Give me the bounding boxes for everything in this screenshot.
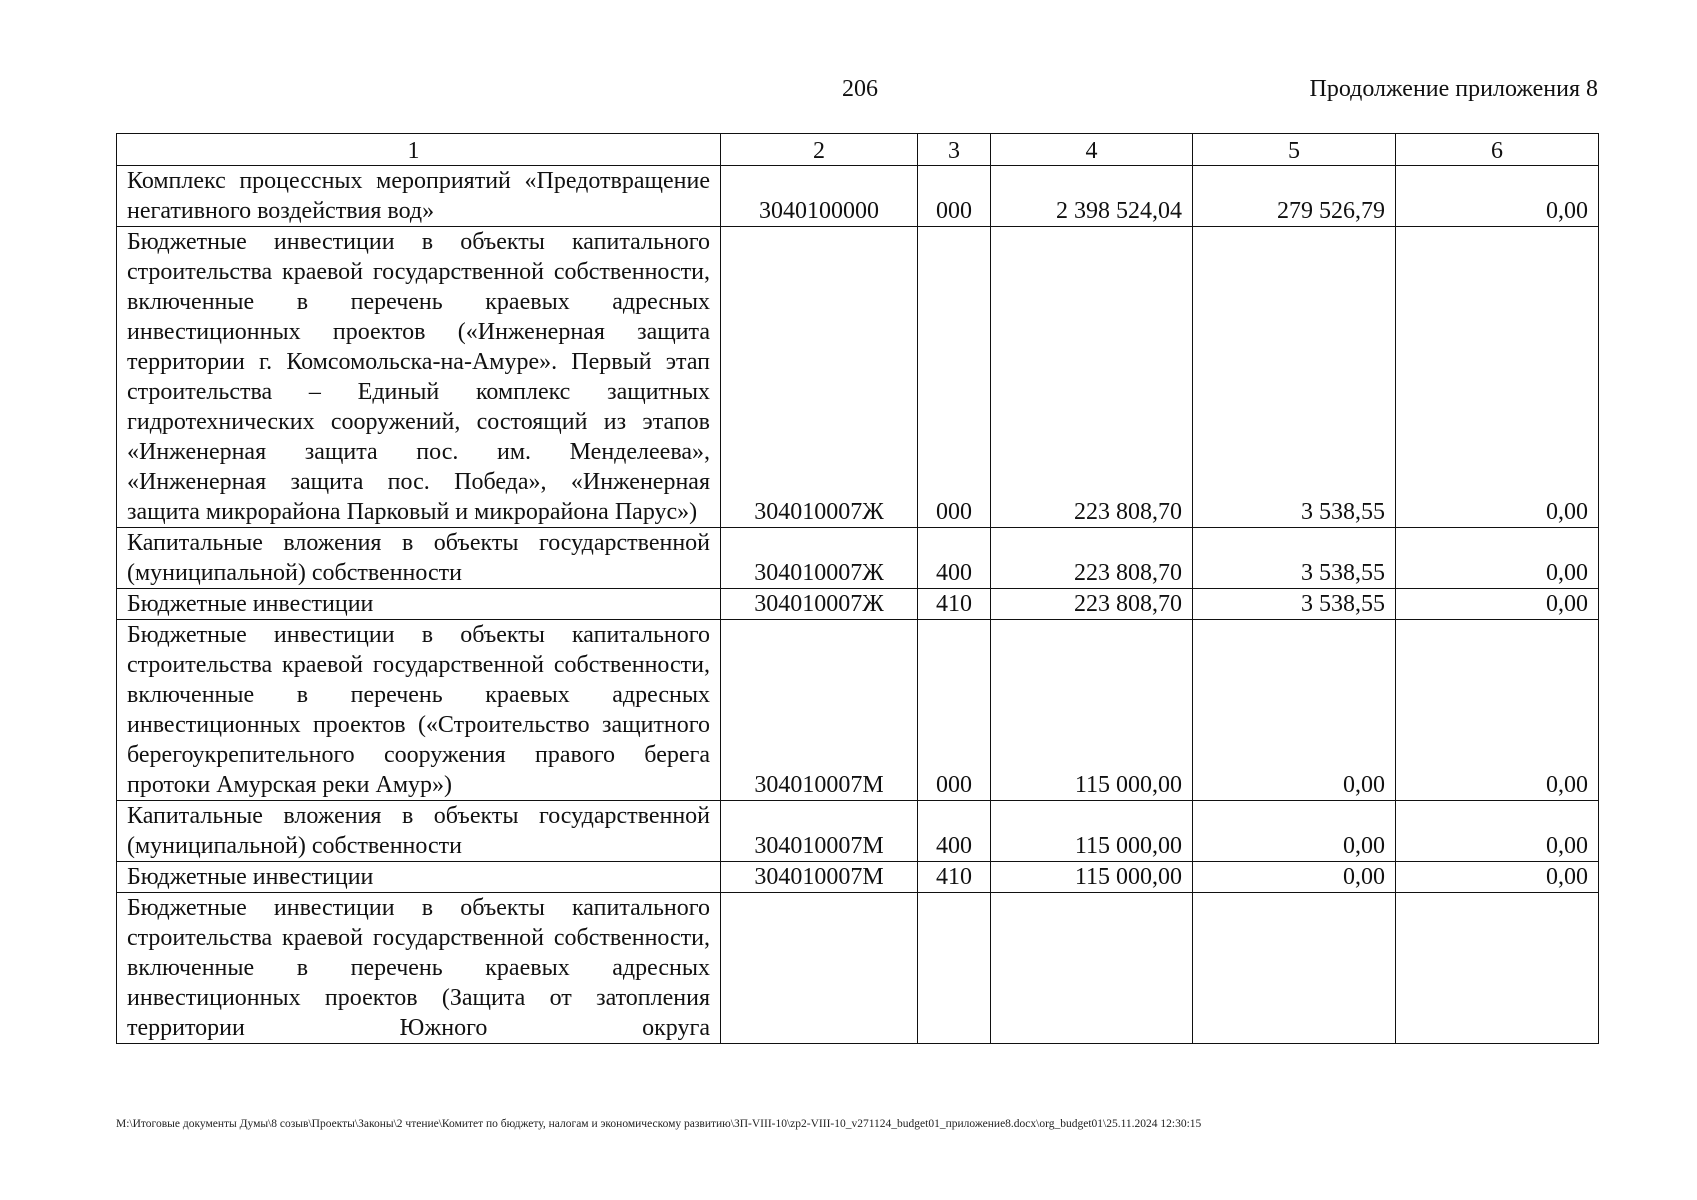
row-description: Бюджетные инвестиции	[117, 862, 721, 893]
column-header-1: 1	[117, 134, 721, 166]
row-amount-col6: 0,00	[1396, 862, 1599, 893]
column-header-4: 4	[991, 134, 1193, 166]
row-amount-col6: 0,00	[1396, 528, 1599, 589]
table-row	[117, 589, 1599, 620]
row-target-code: 304010007М	[721, 620, 918, 801]
row-amount-col4: 223 808,70	[991, 589, 1193, 620]
row-amount-col6: 0,00	[1396, 227, 1599, 528]
row-amount-col5: 0,00	[1193, 862, 1396, 893]
row-amount-col5	[1193, 893, 1396, 1044]
row-amount-col5: 3 538,55	[1193, 589, 1396, 620]
row-target-code: 3040100000	[721, 166, 918, 227]
column-header-5: 5	[1193, 134, 1396, 166]
row-amount-col6: 0,00	[1396, 801, 1599, 862]
table-row	[117, 801, 1599, 862]
document-file-path: М:\Итоговые документы Думы\8 созыв\Проекты\Законы\2 чтение\Комитет по бюджету, налогам и экономическому развитию\ЗП-VIII-10\zp2-VIII-10_v271124_budget01_приложение8.docx\org_budget01\25.11.2024 12:30:15	[116, 1118, 1202, 1130]
appendix-continuation-label: Продолжение приложения 8	[1309, 76, 1598, 102]
header-row	[117, 134, 1599, 166]
row-amount-col5: 279 526,79	[1193, 166, 1396, 227]
row-target-code: 304010007Ж	[721, 227, 918, 528]
table-row	[117, 862, 1599, 893]
row-target-code: 304010007Ж	[721, 589, 918, 620]
row-amount-col5: 0,00	[1193, 801, 1396, 862]
row-amount-col6	[1396, 893, 1599, 1044]
row-expense-type: 410	[918, 862, 991, 893]
row-description: Комплекс процессных мероприятий «Предотвращение негативного воздействия вод»	[117, 166, 721, 227]
row-expense-type: 000	[918, 166, 991, 227]
row-description: Бюджетные инвестиции	[117, 589, 721, 620]
table-row	[117, 620, 1599, 801]
row-amount-col5: 3 538,55	[1193, 227, 1396, 528]
row-amount-col4	[991, 893, 1193, 1044]
row-target-code: 304010007М	[721, 862, 918, 893]
budget-table	[116, 133, 1599, 1044]
column-header-2: 2	[721, 134, 918, 166]
table-row	[117, 528, 1599, 589]
row-expense-type: 000	[918, 227, 991, 528]
row-expense-type	[918, 893, 991, 1044]
row-amount-col6: 0,00	[1396, 166, 1599, 227]
row-amount-col4: 223 808,70	[991, 528, 1193, 589]
row-target-code	[721, 893, 918, 1044]
row-description: Бюджетные инвестиции в объекты капитального строительства краевой государственной собственности, включенные в перечень краевых адресных инвестиционных проектов («Инженерная защита территории г. Комсомольска-на-Амуре». Первый этап строительства – Единый комплекс защитных гидротехнических сооружений, состоящий из этапов «Инженерная защита пос. им. Менделеева», «Инженерная защита пос. Победа», «Инженерная защита микрорайона Парковый и микрорайона Парус»)	[117, 227, 721, 528]
row-amount-col6: 0,00	[1396, 589, 1599, 620]
row-description: Бюджетные инвестиции в объекты капитального строительства краевой государственной собственности, включенные в перечень краевых адресных инвестиционных проектов («Строительство защитного берегоукрепительного сооружения правого берега протоки Амурская реки Амур»)	[117, 620, 721, 801]
row-description: Капитальные вложения в объекты государственной (муниципальной) собственности	[117, 528, 721, 589]
row-target-code: 304010007Ж	[721, 528, 918, 589]
row-description: Капитальные вложения в объекты государственной (муниципальной) собственности	[117, 801, 721, 862]
row-target-code: 304010007М	[721, 801, 918, 862]
page-number: 206	[842, 76, 878, 102]
row-expense-type: 410	[918, 589, 991, 620]
row-amount-col4: 115 000,00	[991, 801, 1193, 862]
row-expense-type: 400	[918, 528, 991, 589]
row-amount-col4: 115 000,00	[991, 620, 1193, 801]
row-expense-type: 400	[918, 801, 991, 862]
column-header-6: 6	[1396, 134, 1599, 166]
row-amount-col4: 2 398 524,04	[991, 166, 1193, 227]
row-amount-col5: 3 538,55	[1193, 528, 1396, 589]
row-amount-col5: 0,00	[1193, 620, 1396, 801]
table-row	[117, 893, 1599, 1044]
table-row	[117, 227, 1599, 528]
row-amount-col4: 223 808,70	[991, 227, 1193, 528]
row-expense-type: 000	[918, 620, 991, 801]
column-header-3: 3	[918, 134, 991, 166]
row-amount-col4: 115 000,00	[991, 862, 1193, 893]
row-description: Бюджетные инвестиции в объекты капитального строительства краевой государственной собственности, включенные в перечень краевых адресных инвестиционных проектов (Защита от затопления территории Южного округа	[117, 893, 721, 1044]
row-amount-col6: 0,00	[1396, 620, 1599, 801]
table-row	[117, 166, 1599, 227]
